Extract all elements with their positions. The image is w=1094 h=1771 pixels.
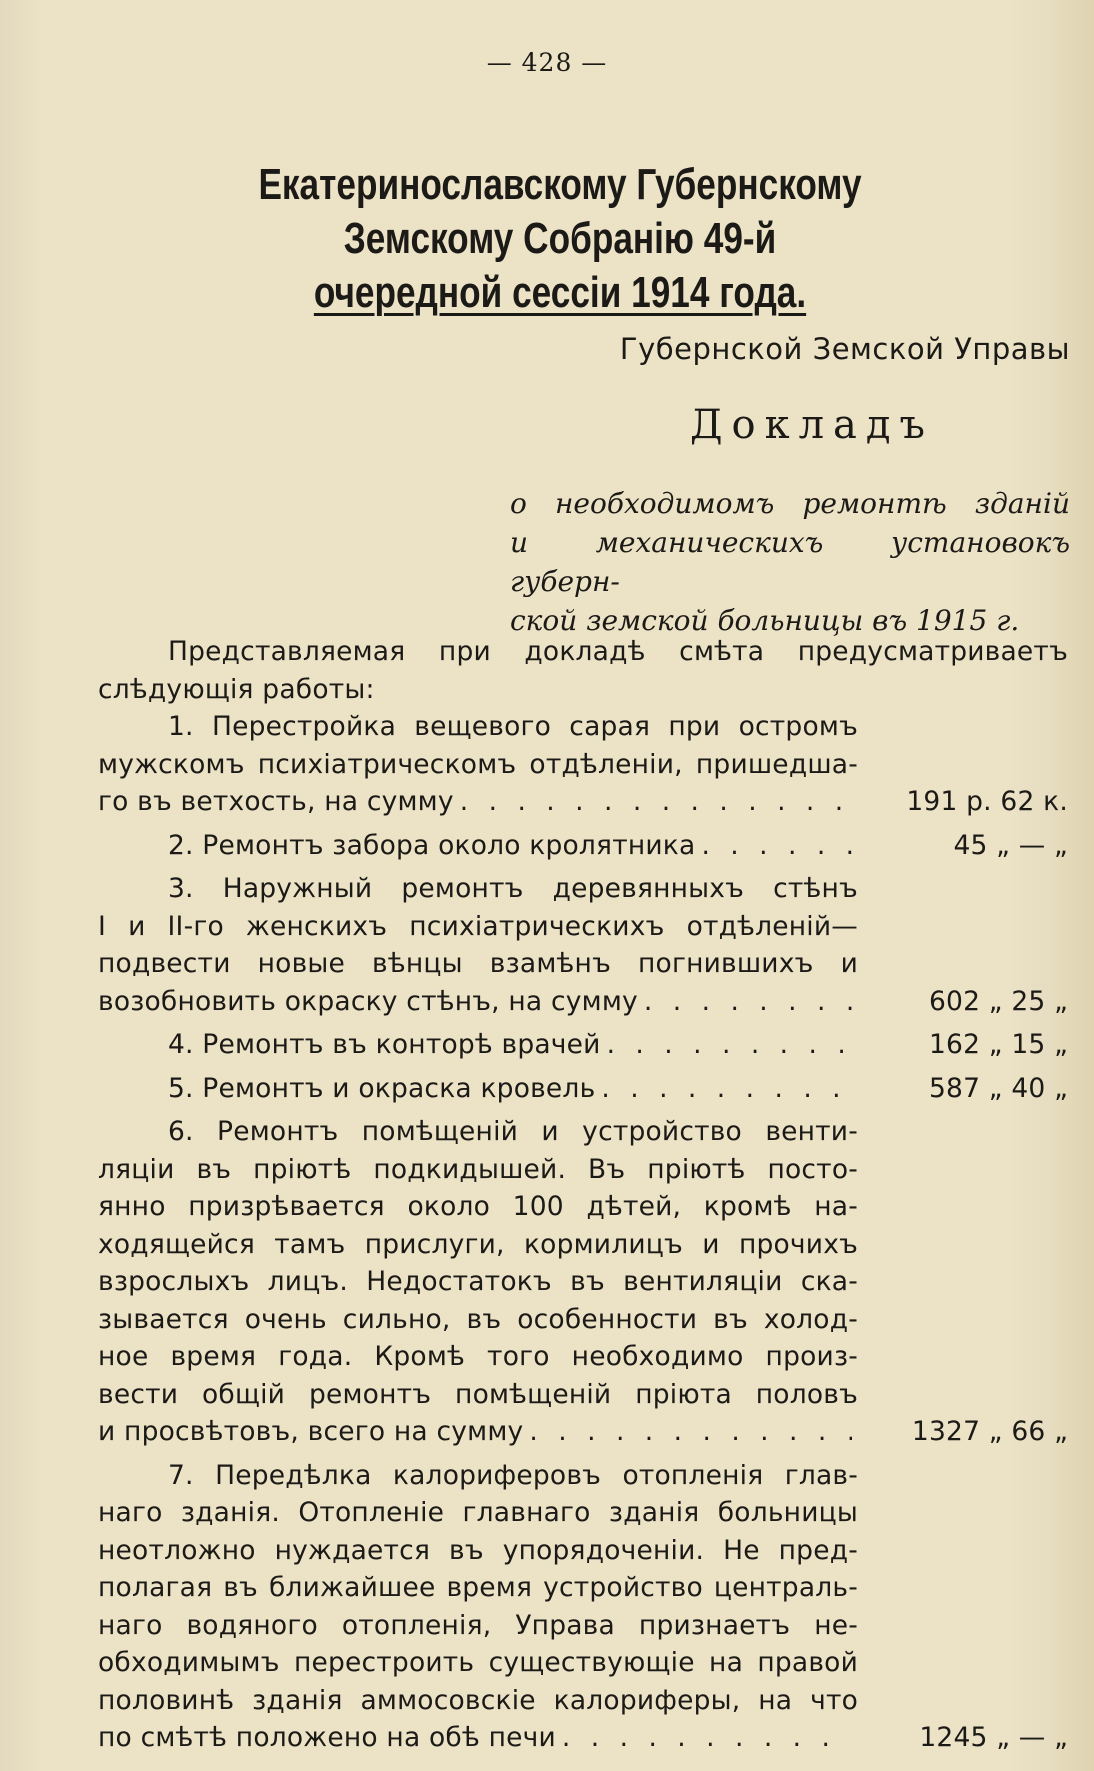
item-leader-line <box>98 1719 858 1757</box>
report-body <box>98 633 1068 1757</box>
dot-leader <box>529 1413 852 1451</box>
item-amount-value: 162 „ 15 „ <box>928 1029 1068 1060</box>
item-last-text: и просвѣтовъ, всего на сумму <box>98 1416 524 1447</box>
item-text: половинѣ зданія аммосовскіе калориферы, на что <box>98 1684 858 1716</box>
item-text-line <box>98 1682 1068 1720</box>
item-text-line <box>98 1607 1068 1645</box>
subject-line-1: о необходимомъ ремонтѣ зданій <box>510 487 1070 520</box>
item-last-text: возобновить окраску стѣнъ, на сумму <box>98 985 638 1017</box>
item-total-line <box>98 783 1068 821</box>
item-text: вести общій ремонтъ помѣщеній пріюта половъ <box>98 1378 858 1410</box>
item-text: зывается очень сильно, въ особенности въ холод- <box>98 1303 858 1335</box>
item-amount-value: 45 „ — „ <box>953 829 1068 861</box>
item-text: неотложно нуждается въ упорядоченіи. Не пред- <box>98 1534 858 1566</box>
item-amount <box>858 827 1068 865</box>
item-last-text: 2. Ремонтъ забора около кролятника <box>168 829 696 861</box>
item-leader-line <box>98 827 858 865</box>
item-last-text: 4. Ремонтъ въ конторѣ врачей <box>168 1029 601 1060</box>
work-item <box>98 1107 1068 1451</box>
item-leader-line <box>98 983 858 1021</box>
item-text: ное время года. Кромѣ того необходимо произ- <box>98 1341 858 1372</box>
dot-leader <box>601 1070 852 1108</box>
work-item <box>98 708 1068 821</box>
subject-line-2: и механическихъ установокъ губерн- <box>510 526 1070 598</box>
item-text-line <box>98 1457 1068 1495</box>
item-text-line <box>98 708 1068 746</box>
organization-name: Губернской Земской Управы <box>619 332 1070 366</box>
item-text-line <box>98 1188 1068 1226</box>
dot-leader <box>644 983 852 1021</box>
intro-line-2 <box>98 671 1068 709</box>
item-amount <box>858 783 1068 821</box>
item-text-line <box>98 1569 1068 1607</box>
item-amount-value: 587 „ 40 „ <box>928 1072 1068 1104</box>
report-subject <box>510 484 1070 640</box>
work-item <box>98 1064 1068 1108</box>
item-last-text: по смѣтѣ положено на обѣ печи <box>98 1722 556 1753</box>
item-text-line <box>98 1301 1068 1339</box>
intro-text-2: слѣдующія работы: <box>98 673 375 705</box>
item-text: полагая въ ближайшее время устройство централь- <box>98 1572 858 1603</box>
item-text-line <box>98 1226 1068 1264</box>
intro-text-1: Представляемая при докладѣ смѣта предусматриваетъ <box>168 636 1068 667</box>
item-text: подвести новые вѣнцы взамѣнъ погнившихъ и <box>98 948 858 979</box>
item-amount-value: 1245 „ — „ <box>919 1722 1068 1753</box>
work-item <box>98 1020 1068 1064</box>
work-item <box>98 1451 1068 1757</box>
item-amount-value: 1327 „ 66 „ <box>911 1416 1068 1447</box>
item-text: ходящейся тамъ прислуги, кормилицъ и прочихъ <box>98 1228 858 1260</box>
item-amount <box>858 1719 1068 1757</box>
item-total-line <box>98 1719 1068 1757</box>
item-leader-line <box>98 783 858 821</box>
item-text: 6. Ремонтъ помѣщеній и устройство венти- <box>168 1116 858 1147</box>
item-text-line <box>98 746 1068 784</box>
item-text: наго зданія. Отопленіе главнаго зданія больницы <box>98 1497 858 1528</box>
work-item <box>98 821 1068 865</box>
work-items-list <box>98 708 1068 1757</box>
item-total-line <box>98 1026 1068 1064</box>
subject-line-3: ской земской больницы въ 1915 г. <box>510 604 1020 637</box>
item-text: I и II-го женскихъ психіатрическихъ отдѣленій— <box>98 910 858 942</box>
intro-line-1 <box>98 633 1068 671</box>
work-item <box>98 864 1068 1020</box>
item-leader-line <box>98 1070 858 1108</box>
item-text-line <box>98 1376 1068 1414</box>
item-text-line <box>98 870 1068 908</box>
item-leader-line <box>98 1026 858 1064</box>
item-text-line <box>98 1494 1068 1532</box>
item-text: 7. Передѣлка калориферовъ отопленія глав- <box>168 1459 858 1491</box>
item-amount <box>858 1070 1068 1108</box>
item-text: обходимымъ перестроить существующіе на правой <box>98 1647 858 1678</box>
item-text: взрослыхъ лицъ. Недостатокъ въ вентиляціи ска- <box>98 1266 858 1297</box>
item-leader-line <box>98 1413 858 1451</box>
item-amount-value: 602 „ 25 „ <box>928 985 1068 1017</box>
item-total-line <box>98 983 1068 1021</box>
item-amount <box>858 1026 1068 1064</box>
item-text-line <box>98 1338 1068 1376</box>
item-text-line <box>98 1263 1068 1301</box>
item-text: мужскомъ психіатрическомъ отдѣленіи, пришедша- <box>98 748 858 780</box>
document-heading: Докладъ <box>690 402 934 448</box>
dot-leader <box>562 1719 852 1757</box>
item-text: 3. Наружный ремонтъ деревянныхъ стѣнъ <box>168 873 858 904</box>
item-text-line <box>98 1113 1068 1151</box>
title-line-1: Екатеринославскому Губернскому Земскому Собранію 49-й <box>258 160 862 263</box>
item-total-line <box>98 827 1068 865</box>
dot-leader <box>607 1026 852 1064</box>
item-text-line <box>98 1644 1068 1682</box>
item-total-line <box>98 1413 1068 1451</box>
item-amount <box>858 983 1068 1021</box>
item-text: наго водяного отопленія, Управа признаетъ не- <box>98 1609 858 1641</box>
item-text: ляціи въ пріютѣ подкидышей. Въ пріютѣ посто- <box>98 1153 858 1185</box>
dot-leader <box>701 827 852 865</box>
dot-leader <box>460 783 852 821</box>
item-total-line <box>98 1070 1068 1108</box>
item-text: янно призрѣвается около 100 дѣтей, кромѣ на- <box>98 1191 858 1222</box>
item-last-text: 5. Ремонтъ и окраска кровель <box>168 1072 596 1104</box>
page-number: — 428 — <box>486 48 608 77</box>
document-title <box>208 158 912 320</box>
item-text-line <box>98 908 1068 946</box>
item-text: 1. Перестройка вещевого сарая при остромъ <box>168 711 858 742</box>
title-line-2: очередной сессіи 1914 года. <box>313 268 807 317</box>
item-text-line <box>98 1532 1068 1570</box>
item-text-line <box>98 945 1068 983</box>
item-text-line <box>98 1151 1068 1189</box>
item-amount <box>858 1413 1068 1451</box>
item-last-text: го въ ветхость, на сумму <box>98 786 454 817</box>
item-amount-value: 191 р. 62 к. <box>906 786 1068 817</box>
